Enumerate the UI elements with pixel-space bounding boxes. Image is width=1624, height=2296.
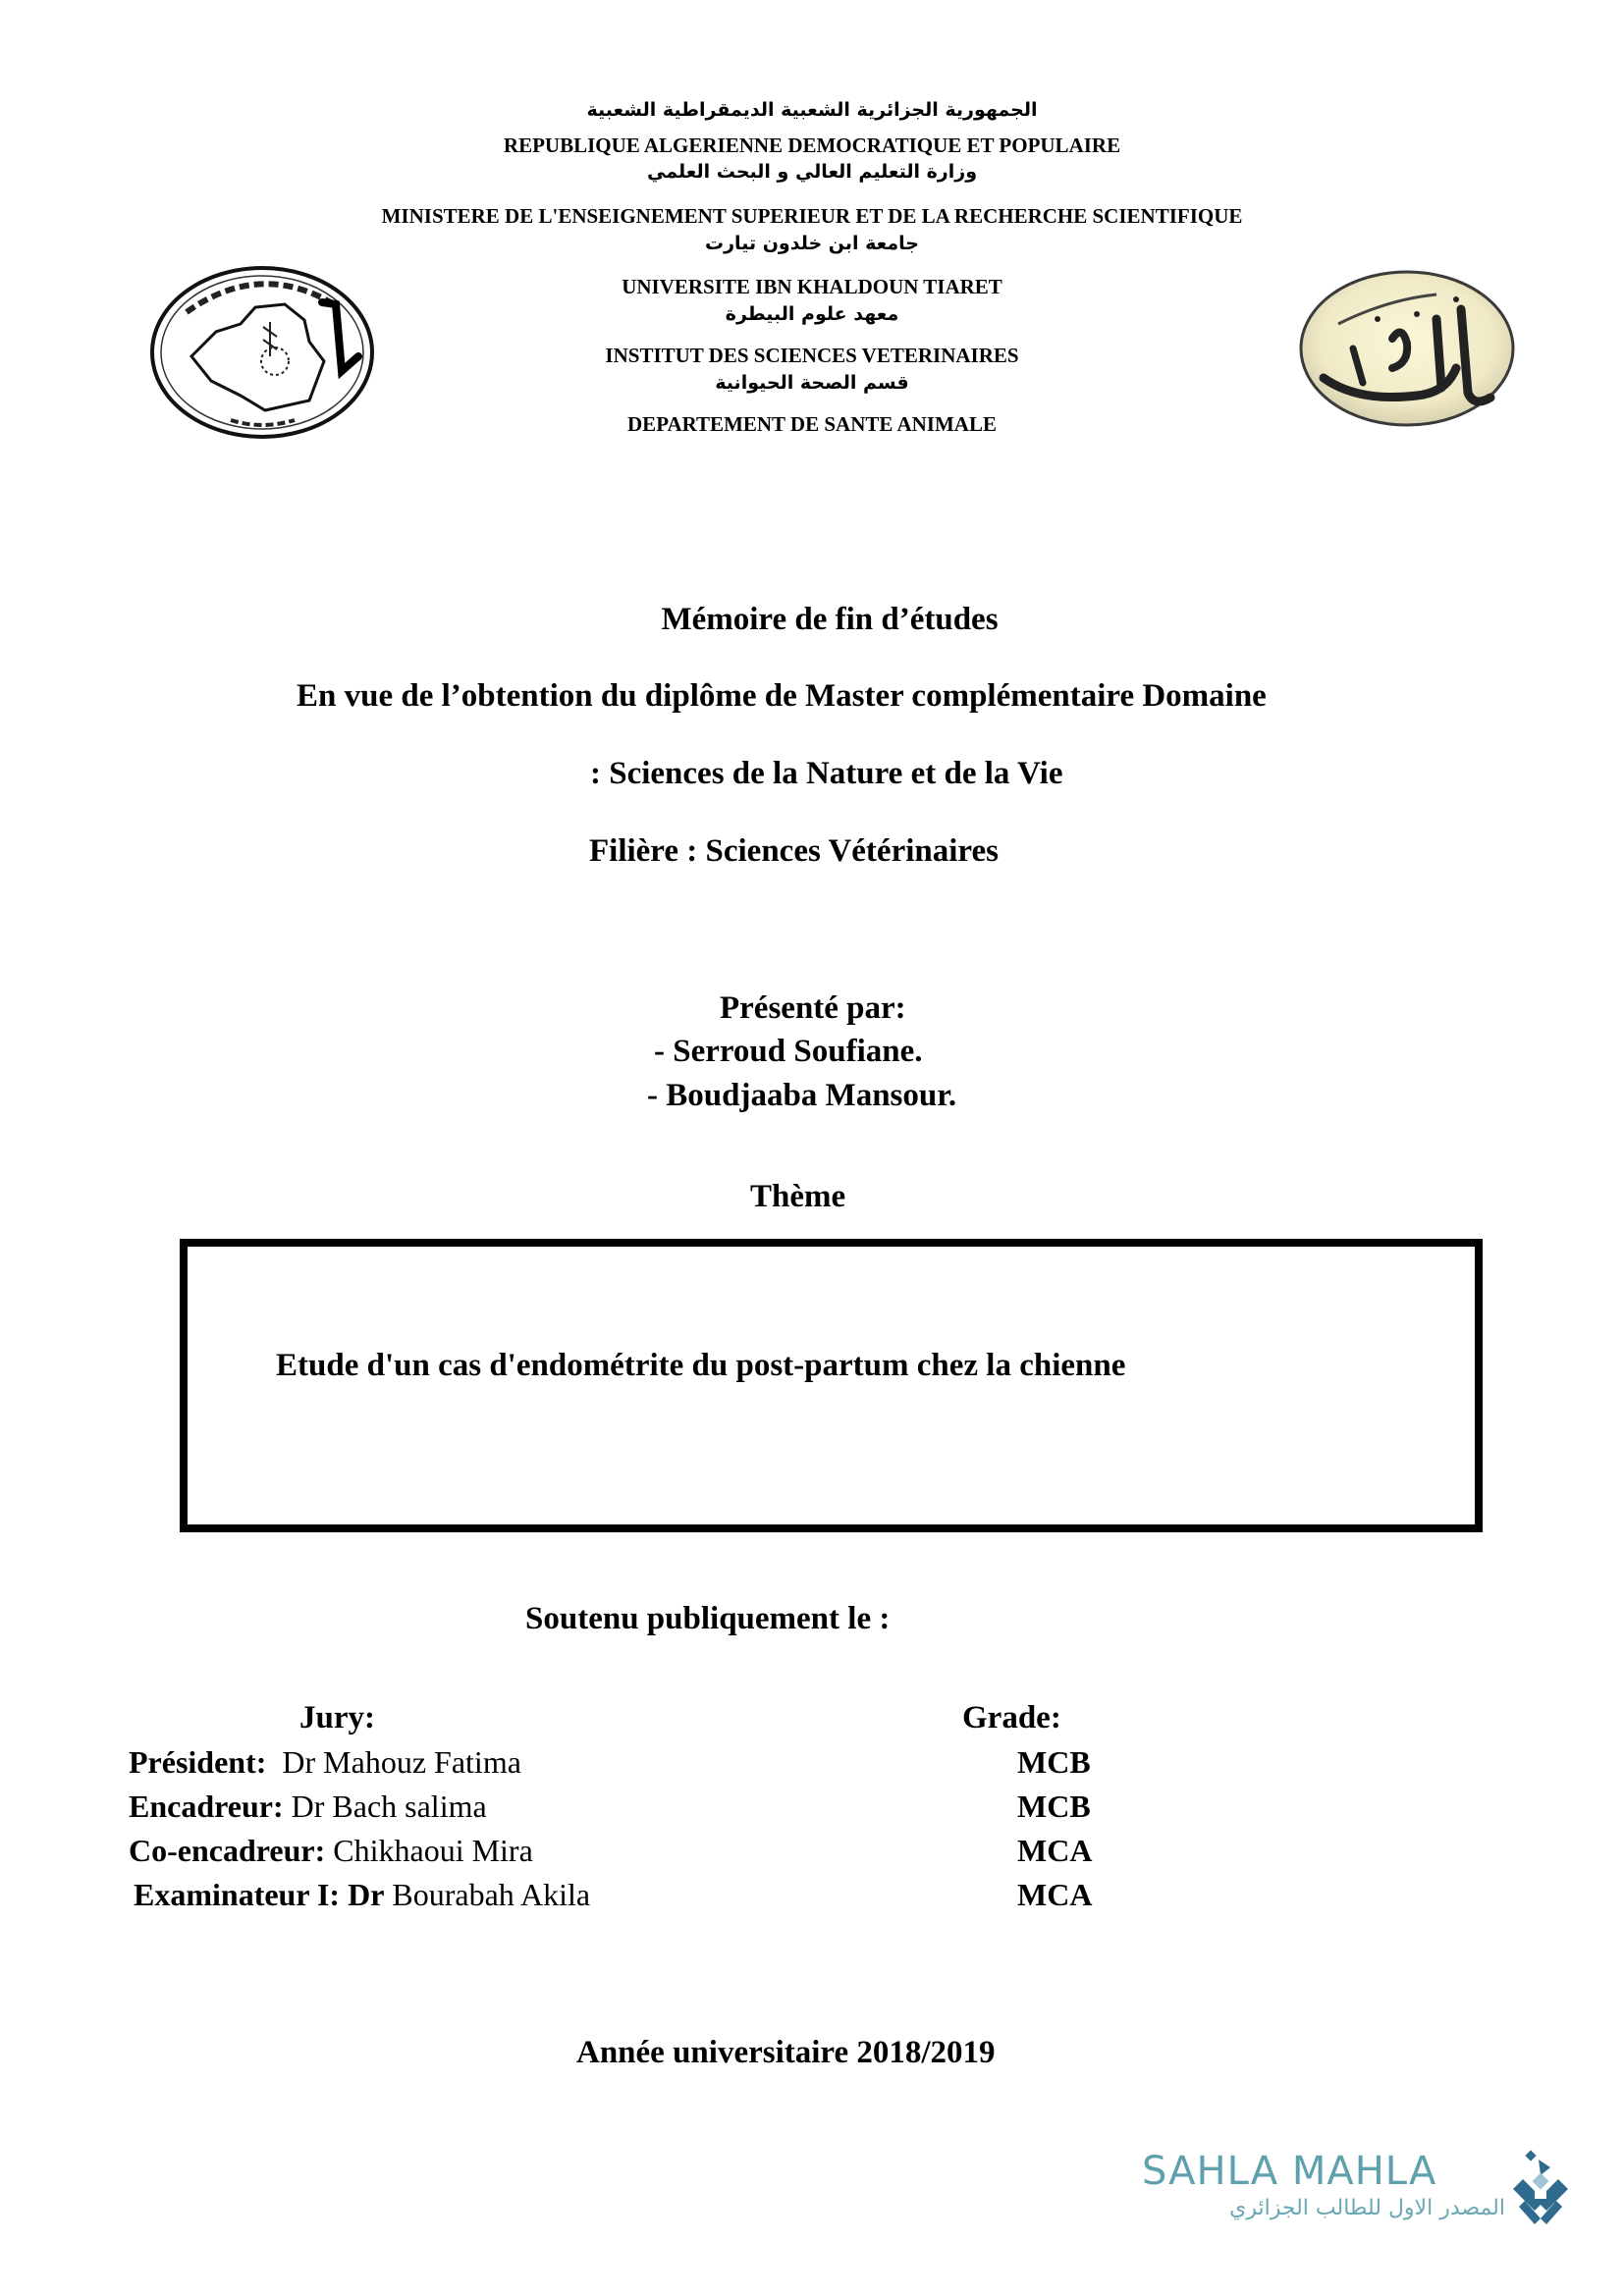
defense-label: Soutenu publiquement le : <box>525 1601 891 1636</box>
header-line-department: DEPARTEMENT DE SANTE ANIMALE <box>627 412 997 436</box>
jury-role: Co-encadreur: <box>129 1833 326 1868</box>
jury-row-encadreur <box>129 1787 487 1826</box>
jury-row-co-encadreur <box>129 1831 533 1870</box>
jury-name: Dr Mahouz Fatima <box>266 1744 521 1780</box>
memoire-title: Mémoire de fin d’études <box>661 602 999 637</box>
theme-label: Thème <box>750 1179 846 1214</box>
theme-title: Etude d'un cas d'endométrite du post-partum chez la chienne <box>276 1348 1126 1383</box>
header-line-arabic-ministry: وزارة التعليم العالي و البحث العلمي <box>647 161 977 183</box>
jury-row-examinateur <box>134 1875 590 1914</box>
grade-header: Grade: <box>962 1700 1061 1735</box>
jury-role: Président: <box>129 1744 267 1780</box>
author-2: - Boudjaaba Mansour. <box>647 1078 957 1113</box>
header-line-ministry: MINISTERE DE L'ENSEIGNEMENT SUPERIEUR ET DE LA RECHERCHE SCIENTIFIQUE <box>381 204 1243 228</box>
watermark-brand: SAHLA MAHLA <box>1142 2149 1437 2194</box>
sahla-mahla-watermark <box>1134 2150 1596 2233</box>
jury-name: Dr Bach salima <box>283 1789 487 1824</box>
grade-co-encadreur: MCA <box>1017 1833 1093 1868</box>
header-line-arabic-university: جامعة ابن خلدون تيارت <box>705 233 919 254</box>
grade-encadreur: MCB <box>1017 1789 1091 1824</box>
memoire-filiere: Filière : Sciences Vétérinaires <box>589 833 999 869</box>
jury-role: Encadreur: <box>129 1789 284 1824</box>
jury-role: Examinateur I: Dr <box>134 1877 385 1912</box>
jury-name: Bourabah Akila <box>384 1877 591 1912</box>
memoire-degree-line: En vue de l’obtention du diplôme de Master complémentaire Domaine <box>297 678 1267 714</box>
university-seal-icon <box>1299 270 1515 427</box>
grade-examinateur: MCA <box>1017 1877 1093 1912</box>
sahla-mahla-logo-icon <box>1505 2150 1576 2228</box>
author-1: - Serroud Soufiane. <box>654 1034 923 1069</box>
memoire-domain-line: : Sciences de la Nature et de la Vie <box>590 756 1063 791</box>
header-line-republic: REPUBLIQUE ALGERIENNE DEMOCRATIQUE ET POPULAIRE <box>503 133 1121 157</box>
jury-name: Chikhaoui Mira <box>325 1833 533 1868</box>
jury-header: Jury: <box>299 1700 375 1735</box>
jury-row-president <box>129 1742 521 1782</box>
theme-box <box>180 1239 1483 1532</box>
institute-emblem-icon <box>147 263 377 442</box>
header-line-arabic-institute: معهد علوم البيطرة <box>725 303 899 325</box>
presented-by-label: Présenté par: <box>720 990 906 1026</box>
academic-year: Année universitaire 2018/2019 <box>576 2035 996 2070</box>
header-line-institute: INSTITUT DES SCIENCES VETERINAIRES <box>605 344 1019 367</box>
header-line-arabic-department: قسم الصحة الحيوانية <box>715 372 909 394</box>
grade-president: MCB <box>1017 1744 1091 1780</box>
institute-logo <box>147 263 377 442</box>
watermark-tagline: المصدر الاول للطالب الجزائري <box>1229 2196 1505 2220</box>
header-line-university: UNIVERSITE IBN KHALDOUN TIARET <box>622 275 1002 298</box>
header-line-arabic-republic: الجمهورية الجزائرية الشعبية الديمقراطية الشعبية <box>586 99 1038 121</box>
university-seal <box>1299 270 1515 427</box>
